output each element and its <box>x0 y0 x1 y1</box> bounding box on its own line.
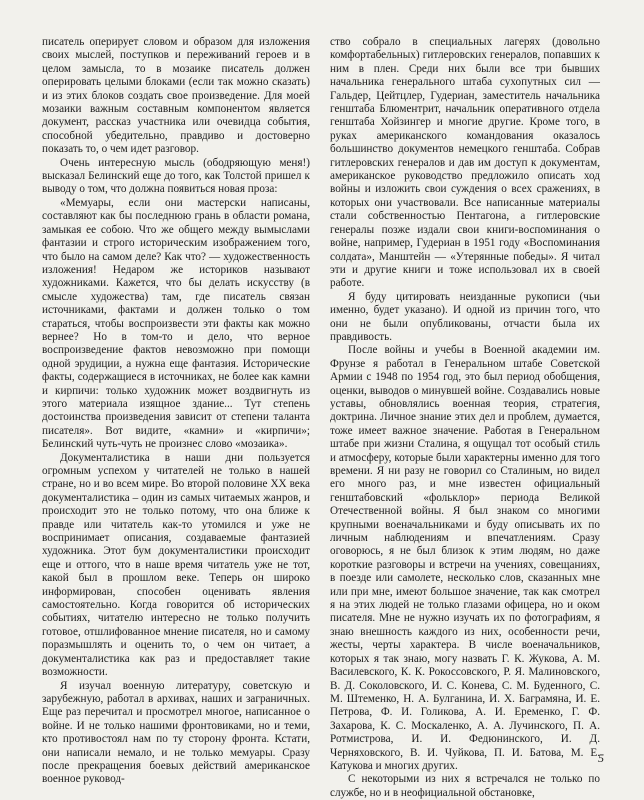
quote-paragraph: «Мемуары, если они мастерски написаны, составляют как бы последнюю грань в области романа, замыкая ее собою. Что же общего между вымыслами фантазии и строго историческим изображением того, что было на самом деле? Как что? — художественность изложения! Недаром же историков называют художниками. Кажется, что бы делать искусству (в смысле художества) там, где писатель связан источниками, фактами и должен только о том стараться, чтобы воспроизвести эти факты как можно вернее? Но в том-то и дело, что верное воспроизведение фактов невозможно при помощи одной эрудиции, а нужна еще фантазия. Исторические факты, содержащиеся в источниках, не более как камни и кирпичи: только художник может воздвигнуть из этого материала изящное здание... Тут степень достоинства произведения зависит от степени таланта писателя». Вот видите, «камни» и «кирпичи»; Белинский чуть-чуть не произнес слово «мозаика». <box>42 196 310 451</box>
paragraph: С некоторыми из них я встречался не только по службе, но и в неофициальной обстановке, <box>330 773 600 799</box>
paragraph: Я буду цитировать неизданные рукописи (чьи именно, будет указано). И одной из причин того, что они не были опубликованы, отчасти была их правдивость. <box>330 290 600 343</box>
paragraph: ство собрало в специальных лагерях (довольно комфортабельных) гитлеровских генералов, попавших к ним в плен. Среди них были все три бывших начальника генерального штаба сухопутных сил — Гальдер, Цейтцлер, Гудериан, заместитель начальника генштаба Блюментрит, начальник оперативного отдела генштаба Хойзингер и многие другие. Кроме того, в руках американского командования оказалось большинство документов немецкого генштаба. Собрав гитлеровских генералов и дав им доступ к документам, американское руководство предложило описать ход войны и изложить свои суждения о всех сражениях, в которых они участвовали. Все написанные материалы стали собственностью Пентагона, а гитлеровские генералы позже издали свои книги-воспоминания о войне, например, Гудериан в 1951 году «Воспоминания солдата», Манштейн — «Утерянные победы». Я читал эти и другие книги и тоже использовал их в своей работе. <box>330 36 600 290</box>
paragraph: писатель оперирует словом и образом для изложения своих мыслей, поступков и переживаний героев и в целом замысла, то в мозаике писатель должен оперировать целыми блоками (если так можно сказать) и из этих блоков создать свое произведение. Для моей мозаики важным составным компонентом является документ, рассказ участника или очевидца события, способной убедительно, правдиво и достоверно показать то, о чем идет разговор. <box>42 36 310 156</box>
paragraph: Я изучал военную литературу, советскую и зарубежную, работал в архивах, наших и заграничных. Еще раз перечитал и просмотрел многое, написанное о войне. И не только нашими фронтовиками, но и теми, кто противостоял нам по ту сторону фронта. Кстати, они написали немало, и не только мемуары. Сразу после прекращения боевых действий американское военное руковод- <box>42 679 310 786</box>
right-column <box>330 36 600 800</box>
paragraph: Документалистика в наши дни пользуется огромным успехом у читателей не только в нашей стране, но и во всем мире. Во второй половине XX века документалистика – один из самых читаемых жанров, и происходит это не только потому, что она ближе к правде или читатель как-то утомился и уже не воспринимает описания, создаваемые фантазией художника. Этот бум документалистики происходит еще и оттого, что в наше время читатель уже не тот, какой был в прошлом веке. Теперь он широко информирован, способен оценивать явления самостоятельно. Когда говорится об исторических событиях, читателю интересно не только получить готовое, отшлифованное мнение писателя, но и самому поразмышлять и оценить то, о чем он читает, а документалистика как раз и предоставляет такие возможности. <box>42 451 310 679</box>
paragraph: Очень интересную мысль (ободряющую меня!) высказал Белинский еще до того, как Толстой пришел к выводу о том, что должна появиться новая проза: <box>42 156 310 196</box>
left-column <box>42 36 310 787</box>
page-number: 5 <box>598 751 604 765</box>
paragraph: После войны и учебы в Военной академии им. Фрунзе я работал в Генеральном штабе Советской Армии с 1948 по 1954 год, это был период обобщения, оценки, выводов о минувшей войне. Создавались новые уставы, обновлялись военная теория, стратегия, доктрина. Личное знание этих дел и проблем, думается, тоже имеет важное значение. Работая в Генеральном штабе при жизни Сталина, я ощущал тот особый стиль и атмосферу, которые были характерны именно для того времени. Я ни разу не говорил со Сталиным, но видел его много раз, и мне известен официальный генштабовский «фольклор» периода Великой Отечественной войны. Я был знаком со многими крупными военачальниками и буду описывать их по личным наблюдениям и впечатлениям. Сразу оговорюсь, я не был близок к этим людям, но даже короткие разговоры и встречи на учениях, совещаниях, в поезде или самолете, несколько слов, сказанных мне или при мне, имеют большое значение, так как смотрел я на этих людей не только глазами офицера, но и оком писателя. Мне не нужно изучать их по фотографиям, я знаю внешность каждого из них, особенности речи, жесты, черты характера. В числе военачальников, которых я так знаю, могу назвать Г. К. Жукова, А. М. Василевского, К. К. Рокоссовского, Р. Я. Малиновского, В. Д. Соколовского, И. С. Конева, С. М. Буденного, С. М. Штеменко, Н. А. Булганина, И. Х. Баграмяна, И. Е. Петрова, Ф. И. Голикова, А. И. Еременко, Г. Ф. Захарова, К. С. Москаленко, А. А. Лучинского, П. А. Ротмистрова, И. И. Федюнинского, И. Д. Черняховского, В. И. Чуйкова, П. И. Батова, М. Е. Катукова и многих других. <box>330 344 600 772</box>
